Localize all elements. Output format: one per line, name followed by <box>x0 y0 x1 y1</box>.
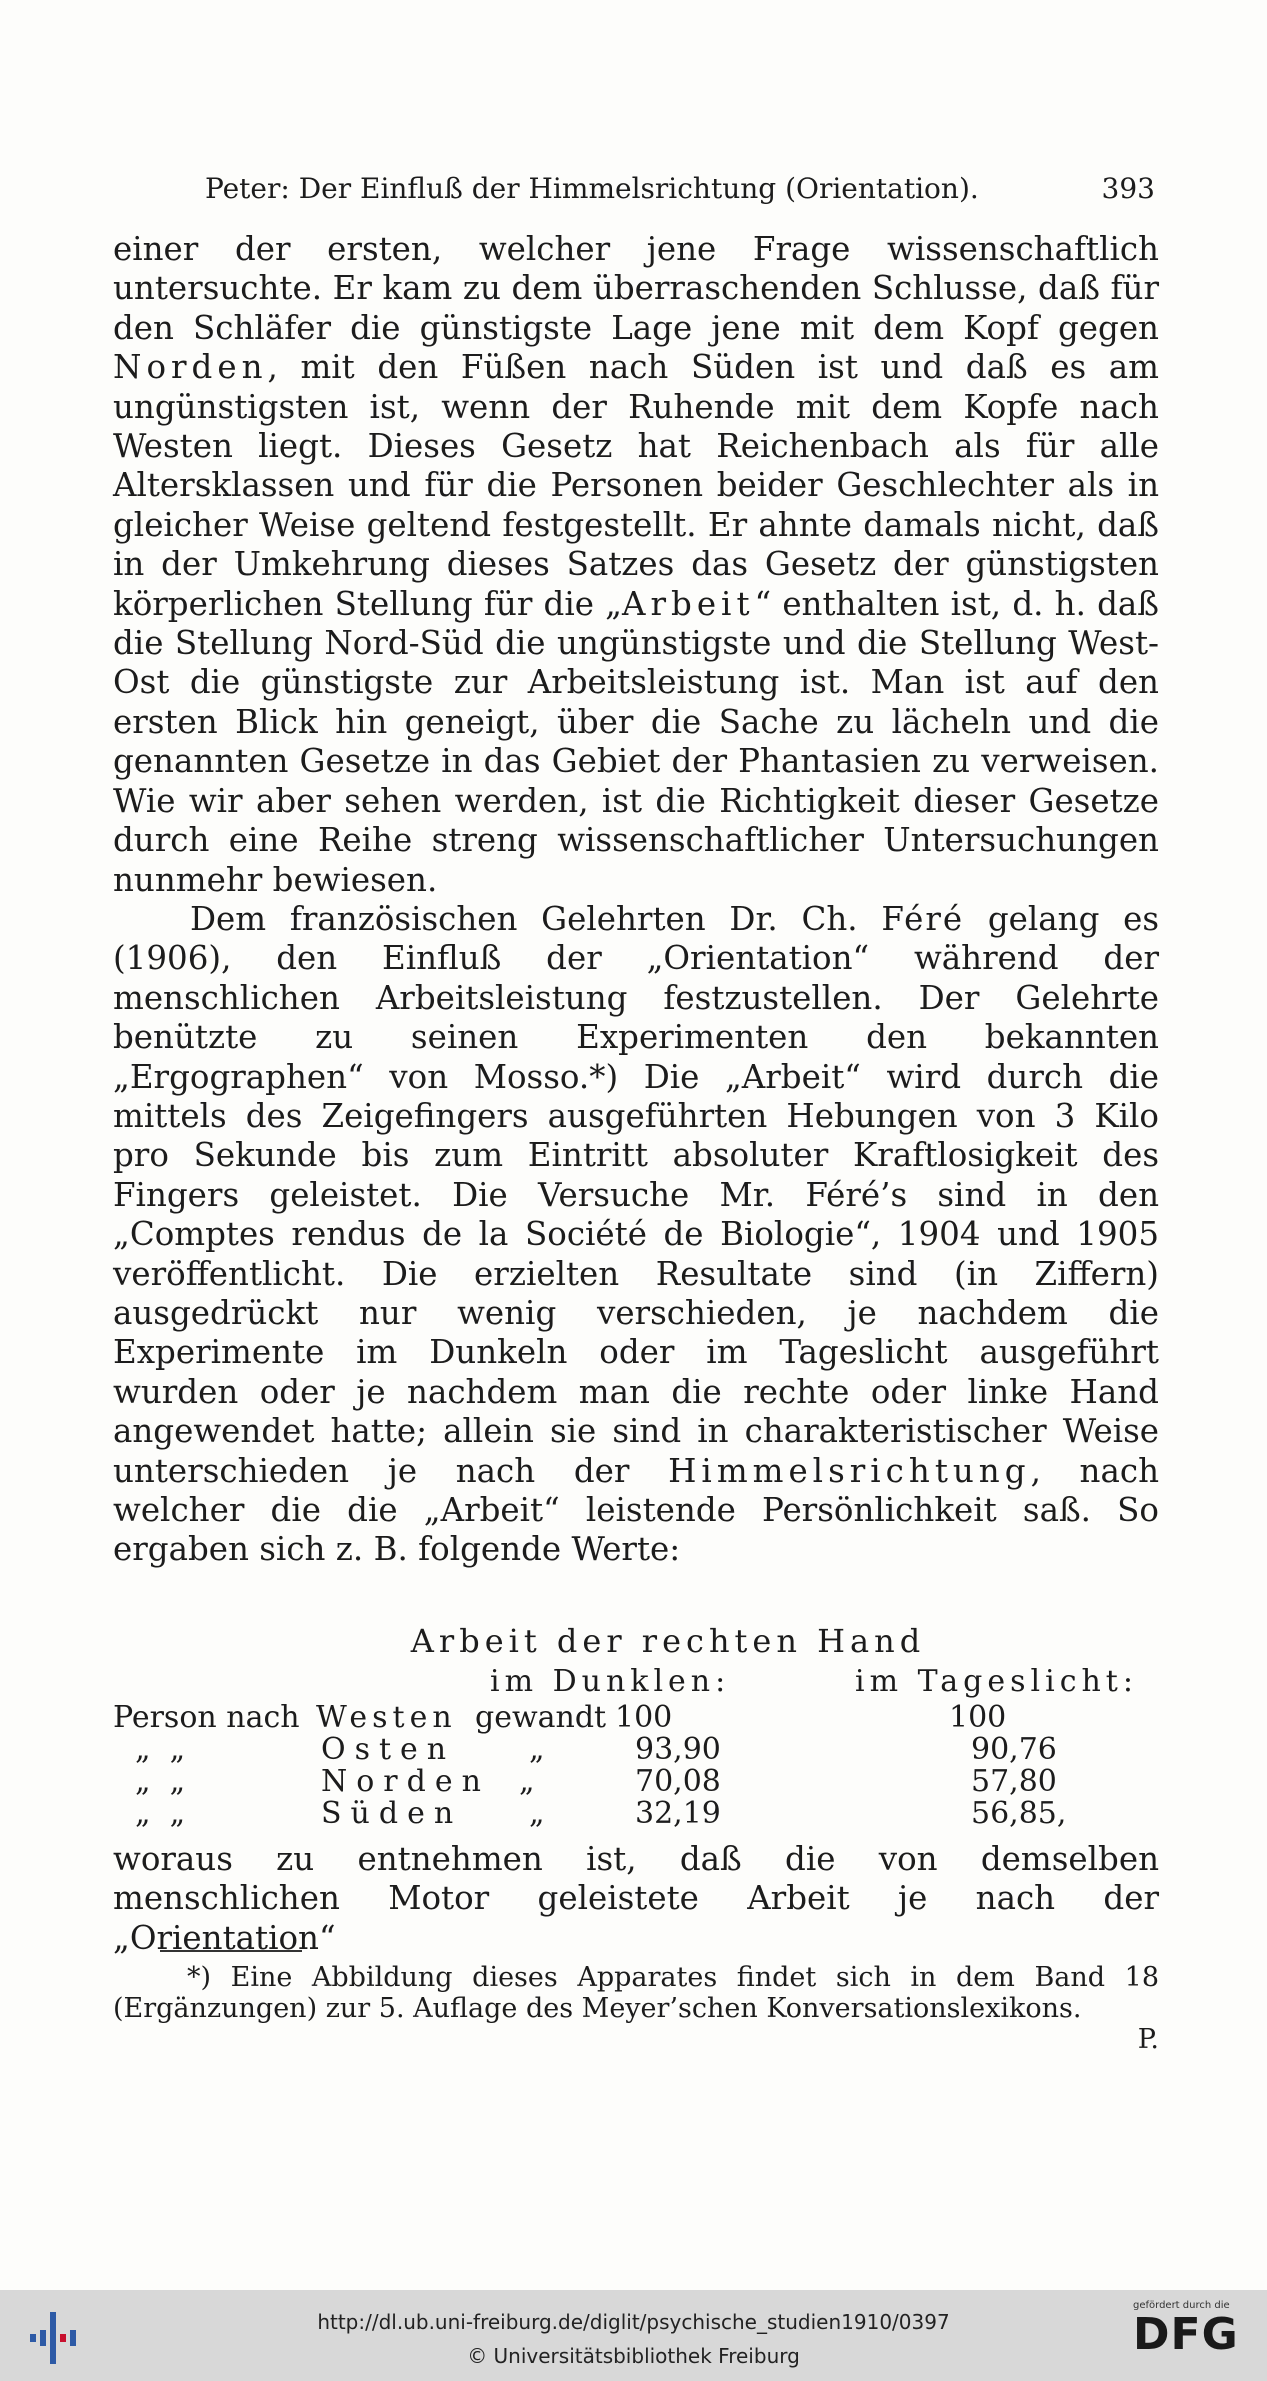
paragraph-2-part-3: , nach welcher die die „Arbeit“ leistende Persönlichkeit saß. So ergaben sich z. B. folgende Werte: <box>113 1451 1159 1569</box>
results-table <box>113 1622 1163 1830</box>
row-value-daylight: 90,76 <box>971 1732 1057 1767</box>
spaced-word-arbeit: Arbeit <box>622 584 755 623</box>
paragraph-2-part-1: Dem französischen Gelehrten Dr. Ch. <box>190 899 882 938</box>
table-row <box>113 1766 1163 1798</box>
footnote-signature: P. <box>1137 2024 1159 2055</box>
row-value-daylight: 56,85, <box>971 1796 1067 1831</box>
row-prefix: „ „ <box>135 1732 186 1767</box>
paragraph-1 <box>113 230 1159 900</box>
row-direction: Süden <box>321 1796 463 1831</box>
row-prefix: „ „ <box>135 1764 186 1799</box>
column-header-dark: im Dunklen: <box>490 1664 731 1699</box>
paragraph-2 <box>113 900 1159 1570</box>
dfg-logo <box>1133 2300 1243 2376</box>
row-value-daylight: 100 <box>949 1700 1007 1735</box>
spaced-word-norden: Norden <box>113 348 268 387</box>
row-prefix: „ „ <box>135 1796 186 1831</box>
table-column-headers <box>113 1664 1163 1702</box>
table-row <box>113 1798 1163 1830</box>
row-value-daylight: 57,80 <box>971 1764 1057 1799</box>
row-suffix: „ <box>519 1764 535 1799</box>
permalink-url[interactable]: http://dl.ub.uni-freiburg.de/diglit/psychische_studien1910/0397 <box>317 2310 950 2334</box>
page-header <box>205 172 1155 205</box>
paragraph-1-part-3: “ enthalten ist, d. h. daß die Stellung Nord-Süd die ungünstigste und die Stellung West-Ost die günstigste zur Arbeitsleistung ist. Man ist auf den ersten Blick hin geneigt, über die Sache zu lächeln und die genannten Gesetze in das Gebiet der Phantasien zu verweisen. Wie wir aber sehen werden, ist die Richtigkeit dieser Gesetze durch eine Reihe streng wissenschaftlicher Untersuchungen nunmehr bewiesen. <box>113 584 1159 899</box>
column-header-daylight: im Tageslicht: <box>855 1664 1138 1699</box>
row-prefix: Person nach <box>113 1700 300 1735</box>
row-value-dark: 100 <box>615 1700 673 1735</box>
spaced-word-himmelsrichtung: Himmelsrichtung <box>668 1451 1031 1490</box>
text-after-table: woraus zu entnehmen ist, daß die von demselben menschlichen Motor geleistete Arbeit je nach der „Orientation“ <box>113 1840 1159 1957</box>
dfg-funding-label: gefördert durch die <box>1133 2300 1230 2311</box>
row-suffix: „ <box>529 1732 545 1767</box>
row-suffix: „ <box>529 1796 545 1831</box>
paragraph-1-part-2: , mit den Füßen nach Süden ist und daß es am ungünstigsten ist, wenn der Ruhende mit dem Kopfe nach Westen liegt. Dieses Gesetz hat Reichenbach als für alle Altersklassen und für die Personen beider Geschlechter als in gleicher Weise geltend festgestellt. Er ahnte damals nicht, daß in der Umkehrung dieses Satzes das Gesetz der günstigsten körperlichen Stellung für die „ <box>113 348 1159 623</box>
table-title: Arbeit der rechten Hand <box>410 1622 926 1660</box>
table-row <box>113 1702 1163 1734</box>
spaced-name-fere: Féré <box>881 899 965 938</box>
body-text <box>113 230 1159 1570</box>
running-title: Peter: Der Einfluß der Himmelsrichtung (Orientation). <box>205 172 979 205</box>
row-direction: Westen <box>316 1700 457 1735</box>
row-value-dark: 70,08 <box>635 1764 721 1799</box>
row-direction: Norden <box>321 1764 490 1799</box>
page-number: 393 <box>1101 172 1155 205</box>
copyright-notice: © Universitätsbibliothek Freiburg <box>467 2344 800 2368</box>
row-direction: Osten <box>321 1732 456 1767</box>
paragraph-2-part-2: gelang es (1906), den Einfluß der „Orientation“ während der menschlichen Arbeitsleistung festzustellen. Der Gelehrte benützte zu seinen Experimenten den bekannten „Ergographen“ von Mosso.*) Die „Arbeit“ wird durch die mittels des Zeigefingers ausgeführten Hebungen von 3 Kilo pro Sekunde bis zum Eintritt absoluter Kraftlosigkeit des Fingers geleistet. Die Versuche Mr. Féré’s sind in den „Comptes rendus de la Société de Biologie“, 1904 und 1905 veröffentlicht. Die erzielten Resultate sind (in Ziffern) ausgedrückt nur wenig verschieden, je nachdem die Experimente im Dunkeln oder im Tageslicht ausgeführt wurden oder je nachdem man die rechte oder linke Hand angewendet hatte; allein sie sind in charakteristischer Weise unterschieden je nach der <box>113 899 1160 1490</box>
row-value-dark: 93,90 <box>635 1732 721 1767</box>
row-value-dark: 32,19 <box>635 1796 721 1831</box>
footnote-text: *) Eine Abbildung dieses Apparates findet sich in dem Band 18 (Ergänzungen) zur 5. Auflage des Meyer’schen Konversationslexikons. <box>113 1962 1159 2024</box>
viewer-footer <box>0 2290 1267 2381</box>
row-suffix: gewandt <box>475 1700 607 1735</box>
footnote-rule <box>160 1950 302 1952</box>
footnote <box>113 1962 1159 2055</box>
table-row <box>113 1734 1163 1766</box>
dfg-wordmark: DFG <box>1133 2309 1239 2360</box>
paragraph-1-part-1: einer der ersten, welcher jene Frage wissenschaftlich untersuchte. Er kam zu dem überraschenden Schlusse, daß für den Schläfer die günstigste Lage jene mit dem Kopf gegen <box>113 230 1159 347</box>
